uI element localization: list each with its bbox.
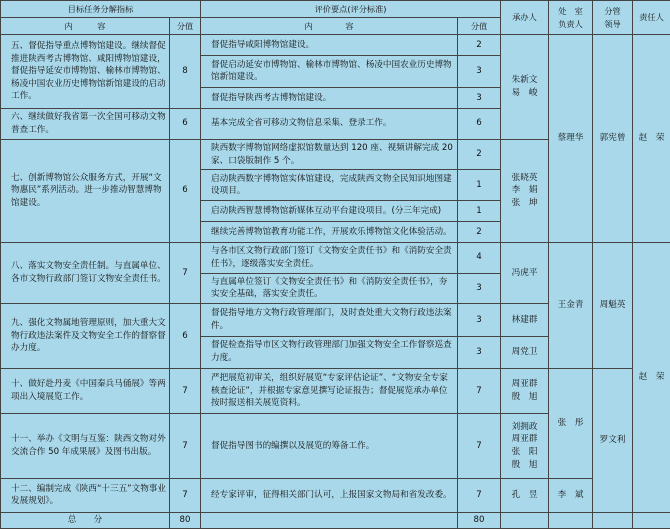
leader-cell: 罗文利 <box>593 368 633 512</box>
content-header: 内 容 <box>1 18 170 35</box>
undertaker-cell: 林建群 <box>501 304 549 336</box>
criteria-score: 3 <box>458 336 501 368</box>
division-head-cell: 蔡理华 <box>549 35 593 242</box>
criteria-cell: 督促检查指导市区文物行政管理部门加强文物安全工作督察巡查力度。 <box>201 336 458 368</box>
criteria-cell: 督促启动延安市博物馆、榆林市博物馆、杨凌中国农业历史博物馆新馆建设。 <box>201 55 458 87</box>
division-head-cell: 李 斌 <box>549 478 593 512</box>
task-score: 7 <box>170 478 201 512</box>
criteria-cell: 经专家评审，征得相关部门认可，上报国家文物局和省发改委。 <box>201 478 458 512</box>
criteria-cell: 基本完成全省可移动文物信息采集、登录工作。 <box>201 108 458 139</box>
criteria-score: 4 <box>458 242 501 273</box>
criteria-score: 7 <box>458 478 501 512</box>
total-score2: 80 <box>458 512 501 528</box>
task-cell: 六、继续做好我省第一次全国可移动文物普查工作。 <box>1 108 170 139</box>
criteria-cell: 启动陕西数字博物馆实体馆建设，完成陕西文物全民知识地图建设项目。 <box>201 170 458 201</box>
content2-header: 内 容 <box>201 18 458 35</box>
division-head-cell: 张 彤 <box>549 368 593 478</box>
empty-cell <box>201 512 458 528</box>
criteria-score: 2 <box>458 139 501 170</box>
responsible-header: 责任人 <box>633 1 670 35</box>
criteria-score: 2 <box>458 35 501 56</box>
criteria-cell: 督促指导陕西考古博物馆建设。 <box>201 88 458 109</box>
leader-cell: 郭宪曾 <box>593 35 633 242</box>
criteria-score: 3 <box>458 304 501 336</box>
responsible-cell: 赵 荣 <box>633 35 670 242</box>
division-head-header: 处 室 负责人 <box>549 1 593 35</box>
total-label: 总 分 <box>1 512 170 528</box>
task-score: 7 <box>170 414 201 478</box>
task-cell: 八、落实文物安全责任制。与直属单位、各市文物行政部门签订文物安全责任书。 <box>1 242 170 304</box>
score-header: 分值 <box>170 18 201 35</box>
criteria-cell: 陕西数字博物馆网络虚拟馆数量达到 120 座、视频讲解完成 20 家、口袋版制作 5 个。 <box>201 139 458 170</box>
undertaker-cell: 周党卫 <box>501 336 549 368</box>
criteria-cell: 启动陕西智慧博物馆新媒体互动平台建设项目。(分三年完成) <box>201 201 458 222</box>
undertaker-header: 承办人 <box>501 1 549 35</box>
criteria-cell: 继续完善博物馆教育功能工作，开展欢乐博物馆文化体验活动。 <box>201 222 458 243</box>
undertaker-cell: 张晓英 李 娟 张 坤 <box>501 139 549 242</box>
criteria-score: 1 <box>458 170 501 201</box>
total-score: 80 <box>170 512 201 528</box>
empty-cell <box>549 512 593 528</box>
task-cell: 五、督促指导重点博物馆建设。继续督促推进陕西考古博物馆、咸阳博物馆建设，督促指导延安市博物馆、榆林市博物馆、杨凌中国农业历史博物馆新馆建设的启动工作。 <box>1 35 170 108</box>
task-cell: 九、强化文物属地管理原则，加大重大文物行政违法案件及文物安全工作的督察督办力度。 <box>1 304 170 368</box>
empty-cell <box>501 512 549 528</box>
criteria-score: 7 <box>458 414 501 478</box>
task-cell: 七、创新博物馆公众服务方式，开展“文物惠民”系列活动。进一步推动智慧博物馆建设。 <box>1 139 170 242</box>
task-cell: 十一、举办《文明与互鉴：陕西文物对外交流合作 50 年成果展》及图书出版。 <box>1 414 170 478</box>
criteria-cell: 督促指导咸阳博物馆建设。 <box>201 35 458 56</box>
empty-cell <box>633 512 670 528</box>
criteria-cell: 与直属单位签订《文物安全责任书》和《消防安全责任书》，夯实安全基础，落实安全责任。 <box>201 273 458 304</box>
division-head-cell: 王金青 <box>549 242 593 368</box>
criteria-cell: 督促指导地方文物行政管理部门，及时查处重大文物行政违法案件。 <box>201 304 458 336</box>
task-score: 8 <box>170 35 201 108</box>
undertaker-cell: 朱新文 易 峻 <box>501 35 549 139</box>
undertaker-cell: 周亚群 殷 旭 <box>501 368 549 414</box>
task-cell: 十、做好赴丹麦《中国秦兵马俑展》等两项出入境展览工作。 <box>1 368 170 414</box>
task-score: 7 <box>170 242 201 304</box>
criteria-score: 2 <box>458 222 501 243</box>
criteria-score: 6 <box>458 108 501 139</box>
indicator-header: 目标任务分解指标 <box>1 1 201 18</box>
criteria-score: 3 <box>458 88 501 109</box>
undertaker-cell: 刘拥政 周亚群 张 阳 殷 旭 <box>501 414 549 478</box>
task-score: 6 <box>170 304 201 368</box>
criteria-score: 3 <box>458 55 501 87</box>
leader-cell: 周魁英 <box>593 242 633 368</box>
criteria-score: 1 <box>458 201 501 222</box>
criteria-cell: 严把展览初审关，组织好展览“专家评估论证”、“文物安全专家核查论证”，并根据专家意见撰写论证报告；督促展览承办单位按时报送相关展览资料。 <box>201 368 458 414</box>
task-score: 7 <box>170 368 201 414</box>
criteria-cell: 与各市区文物行政部门签订《文物安全责任书》和《消防安全责任书》，逐级落实安全责任。 <box>201 242 458 273</box>
criteria-score: 3 <box>458 273 501 304</box>
criteria-score: 7 <box>458 368 501 414</box>
undertaker-cell: 冯虎平 <box>501 242 549 304</box>
task-cell: 十二、编制完成《陕西“十三五”文物事业发展规划》。 <box>1 478 170 512</box>
undertaker-cell: 孔 昱 <box>501 478 549 512</box>
task-score: 6 <box>170 108 201 139</box>
empty-cell <box>593 512 633 528</box>
criteria-cell: 督促指导图书的编撰以及展览的筹备工作。 <box>201 414 458 478</box>
leader-header: 分管 领导 <box>593 1 633 35</box>
responsible-cell: 赵 荣 <box>633 242 670 512</box>
score2-header: 分值 <box>458 18 501 35</box>
criteria-header: 评价要点(评分标准) <box>201 1 501 18</box>
task-score: 6 <box>170 139 201 242</box>
